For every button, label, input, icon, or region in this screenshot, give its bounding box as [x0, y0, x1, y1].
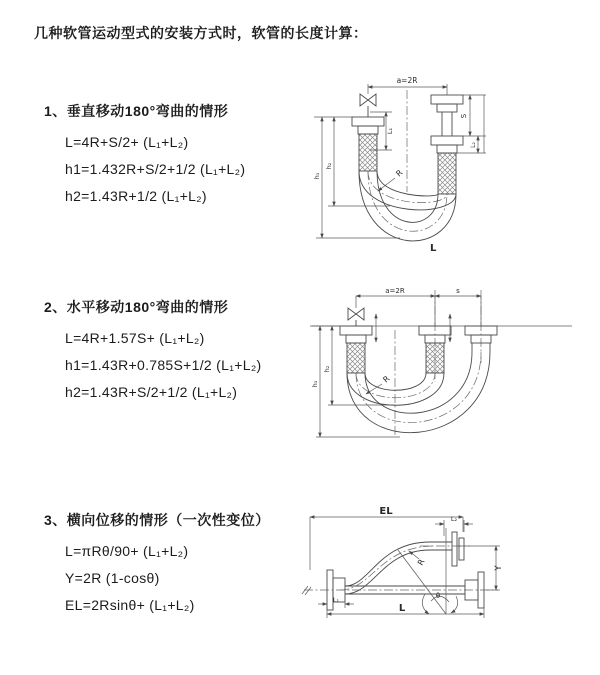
dim-label-el: EL	[379, 506, 393, 517]
valve-icon	[348, 308, 364, 326]
formula-length: L=4R+S/2+ (L₁+L₂)	[65, 134, 189, 150]
left-pipe-fitting	[340, 326, 372, 373]
formula-length: L=πRθ/90+ (L₁+L₂)	[65, 543, 189, 559]
radius-callout	[409, 551, 427, 567]
dimension-s	[435, 287, 481, 326]
radius-callout	[378, 168, 405, 191]
diagram-lateral-displacement	[298, 502, 590, 664]
dim-label-h2: h₂	[323, 365, 331, 373]
stroke-arrows	[376, 314, 450, 342]
section-3-heading: 3、横向位移的情形（一次性变位）	[44, 512, 270, 528]
dim-label-r: R	[394, 168, 405, 179]
dimension-a-2r	[356, 287, 435, 326]
dim-label-r: R	[381, 374, 392, 385]
dim-label-h1: h₁	[313, 172, 321, 180]
right-pipe-fitting	[431, 95, 463, 194]
pipe-break-mark	[302, 586, 311, 595]
dim-label-l2: L₂	[470, 142, 477, 148]
page-title: 几种软管运动型式的安装方式时，软管的长度计算：	[34, 25, 368, 41]
dim-label-l1: L₁	[332, 596, 340, 604]
section-1-heading: 1、垂直移动180°弯曲的情形	[44, 103, 229, 119]
dim-label-length: L	[398, 603, 406, 614]
valve-icon	[360, 94, 376, 117]
diagram-vertical-180-bend	[300, 70, 580, 270]
dim-label-theta: θ	[435, 592, 441, 600]
dim-label-y: Y	[494, 565, 504, 571]
formula-h1: h1=1.43R+0.785S+1/2 (L₁+L₂)	[65, 357, 262, 373]
formula-h2: h2=1.43R+1/2 (L₁+L₂)	[65, 188, 207, 204]
dimension-h1-h2	[313, 117, 400, 238]
dim-label-h2: h₂	[325, 162, 333, 170]
formula-length: L=4R+1.57S+ (L₁+L₂)	[65, 330, 205, 346]
middle-pipe-fitting	[419, 326, 451, 373]
section-horizontal-180	[44, 297, 304, 401]
formula-h1: h1=1.432R+S/2+1/2 (L₁+L₂)	[65, 161, 246, 177]
dimension-a-2r	[368, 76, 447, 95]
formula-y: Y=2R (1-cosθ)	[65, 570, 160, 586]
formula-h2: h2=1.43R+S/2+1/2 (L₁+L₂)	[65, 384, 238, 400]
left-pipe-fitting	[352, 117, 384, 171]
dimension-l	[327, 603, 484, 618]
section-lateral-displacement	[44, 510, 304, 614]
dim-label-l1: L₁	[386, 127, 394, 135]
section-2-heading: 2、水平移动180°弯曲的情形	[44, 299, 229, 315]
section-vertical-180	[44, 101, 304, 205]
dimension-l2	[435, 515, 473, 536]
dimension-l1	[318, 596, 354, 608]
dim-label-r: R	[415, 557, 427, 567]
dim-label-s: S	[460, 113, 468, 119]
angle-construction	[398, 528, 458, 614]
dim-label-length: L	[430, 243, 437, 254]
radius-callout	[366, 374, 392, 394]
dim-label-h1: h₁	[311, 380, 319, 388]
dim-label-s: s	[456, 287, 460, 295]
right-flange-displaced	[452, 532, 464, 566]
formula-el: EL=2Rsinθ+ (L₁+L₂)	[65, 597, 195, 613]
dim-label-a2r: a=2R	[385, 287, 405, 295]
diagram-horizontal-180-bend	[300, 284, 596, 474]
dim-label-l2: L₂	[450, 515, 458, 523]
dim-label-a2r: a=2R	[396, 76, 418, 85]
centerlines	[368, 90, 447, 231]
dimension-el	[310, 506, 463, 570]
